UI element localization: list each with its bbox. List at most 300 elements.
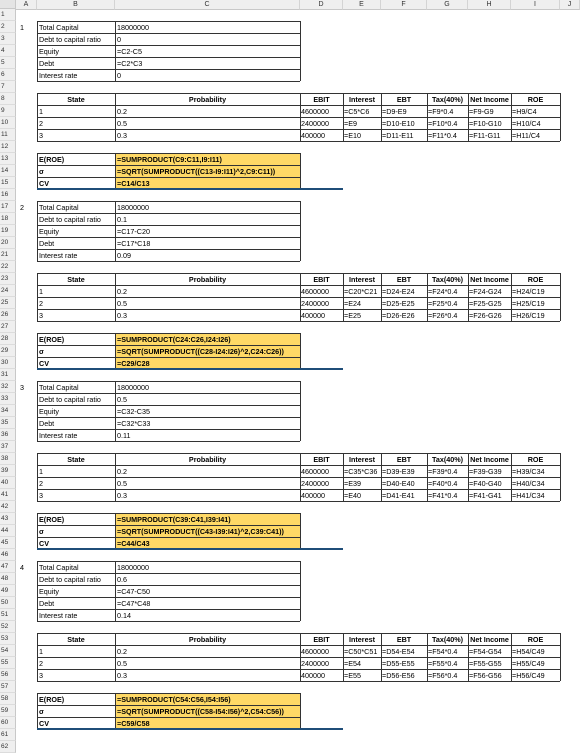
header-ebit[interactable]: EBIT bbox=[313, 634, 330, 644]
net-income-cell[interactable]: =F26-G26 bbox=[469, 310, 502, 320]
row-header[interactable]: 42 bbox=[0, 501, 16, 513]
input-value[interactable]: =C32*C33 bbox=[117, 418, 151, 428]
state-cell[interactable]: 3 bbox=[39, 490, 43, 500]
net-income-cell[interactable]: =F41-G41 bbox=[469, 490, 502, 500]
input-label[interactable]: Total Capital bbox=[39, 202, 79, 212]
net-income-cell[interactable]: =F40-G40 bbox=[469, 478, 502, 488]
roe-cell[interactable]: =H11/C4 bbox=[512, 130, 541, 140]
net-income-cell[interactable]: =F9-G9 bbox=[469, 106, 494, 116]
header-state[interactable]: State bbox=[67, 94, 85, 104]
header-net-income[interactable]: Net Income bbox=[470, 94, 509, 104]
row-header[interactable]: 25 bbox=[0, 297, 16, 309]
row-header[interactable]: 13 bbox=[0, 153, 16, 165]
state-cell[interactable]: 2 bbox=[39, 298, 43, 308]
row-header[interactable]: 56 bbox=[0, 669, 16, 681]
probability-cell[interactable]: 0.3 bbox=[117, 130, 127, 140]
row-header[interactable]: 19 bbox=[0, 225, 16, 237]
probability-cell[interactable]: 0.2 bbox=[117, 646, 127, 656]
header-probability[interactable]: Probability bbox=[188, 634, 227, 644]
ebt-cell[interactable]: =D41-E41 bbox=[382, 490, 415, 500]
tax-cell[interactable]: =F25*0.4 bbox=[428, 298, 458, 308]
column-header-j[interactable]: J bbox=[560, 0, 580, 10]
header-ebt[interactable]: EBT bbox=[396, 94, 412, 104]
column-header-h[interactable]: H bbox=[468, 0, 511, 10]
roe-cell[interactable]: =H25/C19 bbox=[512, 298, 545, 308]
roe-cell[interactable]: =H54/C49 bbox=[512, 646, 545, 656]
tax-cell[interactable]: =F40*0.4 bbox=[428, 478, 458, 488]
input-value[interactable]: 18000000 bbox=[117, 22, 149, 32]
ebit-cell[interactable]: 4600000 bbox=[301, 466, 329, 476]
cell-border bbox=[37, 417, 300, 418]
cell-border bbox=[37, 693, 38, 729]
stat-formula[interactable]: =SQRT(SUMPRODUCT((C28-I24:I26)^2,C24:C26)) bbox=[117, 346, 284, 356]
tax-cell[interactable]: =F56*0.4 bbox=[428, 670, 458, 680]
header-roe[interactable]: ROE bbox=[527, 634, 544, 644]
cell-border bbox=[37, 333, 38, 369]
interest-cell[interactable]: =C5*C6 bbox=[344, 106, 370, 116]
input-label[interactable]: Interest rate bbox=[39, 250, 78, 260]
select-all-corner[interactable] bbox=[0, 0, 16, 9]
column-header-f[interactable]: F bbox=[381, 0, 427, 10]
stat-formula[interactable]: =SUMPRODUCT(C9:C11,I9:I11) bbox=[117, 154, 222, 164]
state-cell[interactable]: 1 bbox=[39, 106, 43, 116]
roe-cell[interactable]: =H55/C49 bbox=[512, 658, 545, 668]
tax-cell[interactable]: =F54*0.4 bbox=[428, 646, 458, 656]
tax-cell[interactable]: =F39*0.4 bbox=[428, 466, 458, 476]
header-net-income[interactable]: Net Income bbox=[470, 634, 509, 644]
cell-border bbox=[37, 57, 300, 58]
header-probability[interactable]: Probability bbox=[188, 454, 227, 464]
input-value[interactable]: 0 bbox=[117, 70, 121, 80]
header-ebit[interactable]: EBIT bbox=[313, 94, 330, 104]
ebt-cell[interactable]: =D26-E26 bbox=[382, 310, 415, 320]
ebit-cell[interactable]: 4600000 bbox=[301, 106, 329, 116]
input-label[interactable]: Debt bbox=[39, 418, 55, 428]
net-income-cell[interactable]: =F56-G56 bbox=[469, 670, 502, 680]
header-tax[interactable]: Tax(40%) bbox=[431, 634, 464, 644]
ebt-cell[interactable]: =D11-E11 bbox=[382, 130, 414, 140]
row-header[interactable]: 34 bbox=[0, 405, 16, 417]
ebit-cell[interactable]: 2400000 bbox=[301, 658, 329, 668]
row-header[interactable]: 29 bbox=[0, 345, 16, 357]
ebit-cell[interactable]: 400000 bbox=[301, 130, 325, 140]
ebt-cell[interactable]: =D10-E10 bbox=[382, 118, 415, 128]
header-state[interactable]: State bbox=[67, 274, 85, 284]
stat-formula[interactable]: =SUMPRODUCT(C54:C56,I54:I56) bbox=[117, 694, 231, 704]
row-header[interactable]: 33 bbox=[0, 393, 16, 405]
row-header[interactable]: 44 bbox=[0, 525, 16, 537]
row-header[interactable]: 31 bbox=[0, 369, 16, 381]
row-header[interactable]: 36 bbox=[0, 429, 16, 441]
net-income-cell[interactable]: =F39-G39 bbox=[469, 466, 502, 476]
interest-cell[interactable]: =C50*C51 bbox=[344, 646, 378, 656]
row-header[interactable]: 40 bbox=[0, 477, 16, 489]
stat-formula[interactable]: =SUMPRODUCT(C24:C26,I24:I26) bbox=[117, 334, 231, 344]
input-value[interactable]: =C47*C48 bbox=[117, 598, 151, 608]
stat-formula[interactable]: =SQRT(SUMPRODUCT((C58-I54:I56)^2,C54:C56)) bbox=[117, 706, 284, 716]
ebit-cell[interactable]: 2400000 bbox=[301, 478, 329, 488]
row-header[interactable]: 7 bbox=[0, 81, 16, 93]
state-cell[interactable]: 1 bbox=[39, 286, 43, 296]
row-header[interactable]: 61 bbox=[0, 729, 16, 741]
input-label[interactable]: Equity bbox=[39, 406, 59, 416]
cell-border bbox=[300, 21, 301, 81]
state-cell[interactable]: 3 bbox=[39, 310, 43, 320]
scenario-number[interactable]: 1 bbox=[20, 22, 24, 32]
row-header[interactable]: 10 bbox=[0, 117, 16, 129]
roe-cell[interactable]: =H40/C34 bbox=[512, 478, 545, 488]
cell-border bbox=[37, 561, 38, 621]
state-cell[interactable]: 3 bbox=[39, 670, 43, 680]
net-income-cell[interactable]: =F25-G25 bbox=[469, 298, 502, 308]
ebit-cell[interactable]: 400000 bbox=[301, 490, 325, 500]
row-header[interactable]: 17 bbox=[0, 201, 16, 213]
input-value[interactable]: 0.6 bbox=[117, 574, 127, 584]
input-label[interactable]: Debt bbox=[39, 238, 55, 248]
row-header[interactable]: 38 bbox=[0, 453, 16, 465]
roe-cell[interactable]: =H24/C19 bbox=[512, 286, 545, 296]
header-ebt[interactable]: EBT bbox=[396, 454, 412, 464]
row-header[interactable]: 54 bbox=[0, 645, 16, 657]
header-state[interactable]: State bbox=[67, 454, 85, 464]
net-income-cell[interactable]: =F24-G24 bbox=[469, 286, 502, 296]
cell-border bbox=[115, 153, 116, 189]
row-header[interactable]: 57 bbox=[0, 681, 16, 693]
tax-cell[interactable]: =F41*0.4 bbox=[428, 490, 458, 500]
ebt-cell[interactable]: =D56-E56 bbox=[382, 670, 415, 680]
row-header[interactable]: 39 bbox=[0, 465, 16, 477]
cell-border bbox=[300, 333, 301, 369]
header-interest[interactable]: Interest bbox=[349, 634, 375, 644]
thick-bottom-border bbox=[37, 548, 343, 550]
input-value[interactable]: 0 bbox=[117, 34, 121, 44]
scenario-number[interactable]: 3 bbox=[20, 382, 24, 392]
row-header[interactable]: 26 bbox=[0, 309, 16, 321]
row-header[interactable]: 23 bbox=[0, 273, 16, 285]
probability-cell[interactable]: 0.3 bbox=[117, 310, 127, 320]
probability-cell[interactable]: 0.5 bbox=[117, 298, 127, 308]
ebit-cell[interactable]: 2400000 bbox=[301, 118, 329, 128]
row-header[interactable]: 62 bbox=[0, 741, 16, 753]
row-header[interactable]: 9 bbox=[0, 105, 16, 117]
row-header[interactable]: 21 bbox=[0, 249, 16, 261]
roe-cell[interactable]: =H10/C4 bbox=[512, 118, 541, 128]
probability-cell[interactable]: 0.5 bbox=[117, 118, 127, 128]
header-interest[interactable]: Interest bbox=[349, 94, 375, 104]
cell-border bbox=[115, 201, 116, 261]
stat-label[interactable]: E(ROE) bbox=[39, 154, 65, 164]
input-label[interactable]: Debt bbox=[39, 598, 55, 608]
stat-label[interactable]: CV bbox=[39, 178, 49, 188]
cell-border bbox=[560, 453, 561, 501]
row-header[interactable]: 27 bbox=[0, 321, 16, 333]
input-value[interactable]: 18000000 bbox=[117, 202, 149, 212]
column-header-b[interactable]: B bbox=[37, 0, 115, 10]
header-tax[interactable]: Tax(40%) bbox=[431, 454, 464, 464]
input-value[interactable]: =C32-C35 bbox=[117, 406, 150, 416]
thick-bottom-border bbox=[37, 368, 343, 370]
column-header-g[interactable]: G bbox=[427, 0, 468, 10]
ebit-cell[interactable]: 400000 bbox=[301, 310, 325, 320]
cell-border bbox=[300, 381, 301, 441]
ebt-cell[interactable]: =D54-E54 bbox=[382, 646, 415, 656]
header-roe[interactable]: ROE bbox=[527, 454, 544, 464]
interest-cell[interactable]: =E24 bbox=[344, 298, 361, 308]
roe-cell[interactable]: =H39/C34 bbox=[512, 466, 545, 476]
stat-formula[interactable]: =C14/C13 bbox=[117, 178, 150, 188]
interest-cell[interactable]: =C20*C21 bbox=[344, 286, 378, 296]
net-income-cell[interactable]: =F55-G55 bbox=[469, 658, 502, 668]
input-value[interactable]: 0.1 bbox=[117, 214, 127, 224]
stat-formula[interactable]: =C59/C58 bbox=[117, 718, 150, 728]
column-header-i[interactable]: I bbox=[511, 0, 560, 10]
input-value[interactable]: 0.14 bbox=[117, 610, 131, 620]
row-header[interactable]: 50 bbox=[0, 597, 16, 609]
row-header[interactable]: 55 bbox=[0, 657, 16, 669]
input-value[interactable]: =C2-C5 bbox=[117, 46, 142, 56]
input-value[interactable]: =C2*C3 bbox=[117, 58, 143, 68]
ebt-cell[interactable]: =D55-E55 bbox=[382, 658, 415, 668]
input-label[interactable]: Interest rate bbox=[39, 610, 78, 620]
probability-cell[interactable]: 0.2 bbox=[117, 286, 127, 296]
row-header[interactable]: 15 bbox=[0, 177, 16, 189]
input-label[interactable]: Interest rate bbox=[39, 70, 78, 80]
probability-cell[interactable]: 0.5 bbox=[117, 478, 127, 488]
net-income-cell[interactable]: =F10-G10 bbox=[469, 118, 502, 128]
input-label[interactable]: Debt to capital ratio bbox=[39, 574, 101, 584]
row-header[interactable]: 22 bbox=[0, 261, 16, 273]
cell-border bbox=[300, 201, 301, 261]
cell-border bbox=[560, 93, 561, 141]
cell-border bbox=[300, 693, 301, 729]
header-state[interactable]: State bbox=[67, 634, 85, 644]
ebit-cell[interactable]: 4600000 bbox=[301, 286, 329, 296]
cell-border bbox=[115, 513, 116, 549]
stat-formula[interactable]: =SQRT(SUMPRODUCT((C13-I9:I11)^2,C9:C11)) bbox=[117, 166, 276, 176]
stat-label[interactable]: σ bbox=[39, 526, 44, 536]
stat-formula[interactable]: =SQRT(SUMPRODUCT((C43-I39:I41)^2,C39:C41)) bbox=[117, 526, 284, 536]
row-header[interactable]: 32 bbox=[0, 381, 16, 393]
header-ebt[interactable]: EBT bbox=[396, 634, 412, 644]
interest-cell[interactable]: =E9 bbox=[344, 118, 357, 128]
row-header[interactable]: 41 bbox=[0, 489, 16, 501]
probability-cell[interactable]: 0.3 bbox=[117, 490, 127, 500]
interest-cell[interactable]: =E39 bbox=[344, 478, 361, 488]
row-header[interactable]: 3 bbox=[0, 33, 16, 45]
column-header-e[interactable]: E bbox=[343, 0, 381, 10]
stat-label[interactable]: σ bbox=[39, 346, 44, 356]
cell-border bbox=[115, 21, 116, 81]
row-header[interactable]: 12 bbox=[0, 141, 16, 153]
input-label[interactable]: Total Capital bbox=[39, 562, 79, 572]
input-value[interactable]: =C47-C50 bbox=[117, 586, 150, 596]
header-roe[interactable]: ROE bbox=[527, 274, 544, 284]
interest-cell[interactable]: =E25 bbox=[344, 310, 361, 320]
input-label[interactable]: Equity bbox=[39, 46, 59, 56]
row-header[interactable]: 52 bbox=[0, 621, 16, 633]
stat-formula[interactable]: =C29/C28 bbox=[117, 358, 150, 368]
state-cell[interactable]: 2 bbox=[39, 118, 43, 128]
roe-cell[interactable]: =H26/C19 bbox=[512, 310, 545, 320]
net-income-cell[interactable]: =F11-G11 bbox=[469, 130, 501, 140]
stat-label[interactable]: E(ROE) bbox=[39, 694, 65, 704]
input-value[interactable]: =C17-C20 bbox=[117, 226, 150, 236]
header-tax[interactable]: Tax(40%) bbox=[431, 274, 464, 284]
ebt-cell[interactable]: =D39-E39 bbox=[382, 466, 415, 476]
row-header[interactable]: 48 bbox=[0, 573, 16, 585]
row-header[interactable]: 24 bbox=[0, 285, 16, 297]
ebit-cell[interactable]: 400000 bbox=[301, 670, 325, 680]
row-header[interactable]: 14 bbox=[0, 165, 16, 177]
stat-label[interactable]: CV bbox=[39, 718, 49, 728]
row-header[interactable]: 49 bbox=[0, 585, 16, 597]
header-interest[interactable]: Interest bbox=[349, 454, 375, 464]
input-value[interactable]: 0.5 bbox=[117, 394, 127, 404]
row-header[interactable]: 51 bbox=[0, 609, 16, 621]
tax-cell[interactable]: =F26*0.4 bbox=[428, 310, 458, 320]
state-cell[interactable]: 1 bbox=[39, 646, 43, 656]
header-net-income[interactable]: Net Income bbox=[470, 454, 509, 464]
column-header-d[interactable]: D bbox=[300, 0, 343, 10]
column-header-c[interactable]: C bbox=[115, 0, 300, 10]
state-cell[interactable]: 2 bbox=[39, 658, 43, 668]
input-label[interactable]: Total Capital bbox=[39, 22, 79, 32]
ebt-cell[interactable]: =D40-E40 bbox=[382, 478, 415, 488]
thick-bottom-border bbox=[37, 188, 343, 190]
row-header[interactable]: 1 bbox=[0, 9, 16, 21]
stat-label[interactable]: CV bbox=[39, 358, 49, 368]
row-header[interactable]: 5 bbox=[0, 57, 16, 69]
tax-cell[interactable]: =F11*0.4 bbox=[428, 130, 457, 140]
input-value[interactable]: 0.09 bbox=[117, 250, 131, 260]
cell-border bbox=[300, 153, 301, 189]
cell-border bbox=[37, 153, 38, 189]
row-header[interactable]: 20 bbox=[0, 237, 16, 249]
row-header[interactable]: 28 bbox=[0, 333, 16, 345]
header-tax[interactable]: Tax(40%) bbox=[431, 94, 464, 104]
cell-border bbox=[37, 513, 38, 549]
cell-border bbox=[37, 201, 38, 261]
scenario-number[interactable]: 4 bbox=[20, 562, 24, 572]
roe-cell[interactable]: =H9/C4 bbox=[512, 106, 537, 116]
row-header[interactable]: 58 bbox=[0, 693, 16, 705]
interest-cell[interactable]: =E40 bbox=[344, 490, 361, 500]
ebit-cell[interactable]: 4600000 bbox=[301, 646, 329, 656]
input-label[interactable]: Debt to capital ratio bbox=[39, 34, 101, 44]
header-probability[interactable]: Probability bbox=[188, 94, 227, 104]
header-roe[interactable]: ROE bbox=[527, 94, 544, 104]
roe-cell[interactable]: =H56/C49 bbox=[512, 670, 545, 680]
row-header[interactable]: 11 bbox=[0, 129, 16, 141]
state-cell[interactable]: 2 bbox=[39, 478, 43, 488]
interest-cell[interactable]: =E55 bbox=[344, 670, 361, 680]
probability-cell[interactable]: 0.2 bbox=[117, 466, 127, 476]
cell-border bbox=[300, 513, 301, 549]
row-header[interactable]: 53 bbox=[0, 633, 16, 645]
interest-cell[interactable]: =E10 bbox=[344, 130, 361, 140]
input-value[interactable]: 18000000 bbox=[117, 562, 149, 572]
column-header-a[interactable]: A bbox=[16, 0, 37, 10]
row-header[interactable]: 45 bbox=[0, 537, 16, 549]
cell-border bbox=[300, 561, 301, 621]
state-cell[interactable]: 1 bbox=[39, 466, 43, 476]
ebit-cell[interactable]: 2400000 bbox=[301, 298, 329, 308]
row-header[interactable]: 43 bbox=[0, 513, 16, 525]
stat-label[interactable]: E(ROE) bbox=[39, 334, 65, 344]
input-label[interactable]: Debt to capital ratio bbox=[39, 394, 101, 404]
header-ebit[interactable]: EBIT bbox=[313, 454, 330, 464]
probability-cell[interactable]: 0.5 bbox=[117, 658, 127, 668]
header-interest[interactable]: Interest bbox=[349, 274, 375, 284]
row-header[interactable]: 30 bbox=[0, 357, 16, 369]
row-header[interactable]: 4 bbox=[0, 45, 16, 57]
header-ebt[interactable]: EBT bbox=[396, 274, 412, 284]
input-label[interactable]: Equity bbox=[39, 586, 59, 596]
input-value[interactable]: 18000000 bbox=[117, 382, 149, 392]
header-probability[interactable]: Probability bbox=[188, 274, 227, 284]
row-header[interactable]: 16 bbox=[0, 189, 16, 201]
probability-cell[interactable]: 0.3 bbox=[117, 670, 127, 680]
row-header[interactable]: 60 bbox=[0, 717, 16, 729]
input-label[interactable]: Debt to capital ratio bbox=[39, 214, 101, 224]
stat-label[interactable]: E(ROE) bbox=[39, 514, 65, 524]
stat-label[interactable]: σ bbox=[39, 166, 44, 176]
header-ebit[interactable]: EBIT bbox=[313, 274, 330, 284]
row-header[interactable]: 18 bbox=[0, 213, 16, 225]
state-cell[interactable]: 3 bbox=[39, 130, 43, 140]
input-label[interactable]: Equity bbox=[39, 226, 59, 236]
input-label[interactable]: Total Capital bbox=[39, 382, 79, 392]
stat-formula[interactable]: =SUMPRODUCT(C39:C41,I39:I41) bbox=[117, 514, 231, 524]
stat-label[interactable]: CV bbox=[39, 538, 49, 548]
cell-border bbox=[115, 381, 116, 441]
cell-border bbox=[115, 561, 116, 621]
cell-border bbox=[115, 333, 116, 369]
row-header[interactable]: 59 bbox=[0, 705, 16, 717]
interest-cell[interactable]: =C35*C36 bbox=[344, 466, 378, 476]
cell-border bbox=[115, 693, 116, 729]
row-header[interactable]: 8 bbox=[0, 93, 16, 105]
row-header[interactable]: 47 bbox=[0, 561, 16, 573]
net-income-cell[interactable]: =F54-G54 bbox=[469, 646, 502, 656]
stat-formula[interactable]: =C44/C43 bbox=[117, 538, 150, 548]
tax-cell[interactable]: =F10*0.4 bbox=[428, 118, 458, 128]
input-label[interactable]: Interest rate bbox=[39, 430, 78, 440]
row-header[interactable]: 35 bbox=[0, 417, 16, 429]
header-net-income[interactable]: Net Income bbox=[470, 274, 509, 284]
ebt-cell[interactable]: =D9-E9 bbox=[382, 106, 407, 116]
probability-cell[interactable]: 0.2 bbox=[117, 106, 127, 116]
cell-border bbox=[37, 381, 38, 441]
interest-cell[interactable]: =E54 bbox=[344, 658, 361, 668]
row-header[interactable]: 2 bbox=[0, 21, 16, 33]
tax-cell[interactable]: =F55*0.4 bbox=[428, 658, 458, 668]
row-header[interactable]: 6 bbox=[0, 69, 16, 81]
scenario-number[interactable]: 2 bbox=[20, 202, 24, 212]
stat-label[interactable]: σ bbox=[39, 706, 44, 716]
row-header[interactable]: 37 bbox=[0, 441, 16, 453]
input-value[interactable]: =C17*C18 bbox=[117, 238, 151, 248]
ebt-cell[interactable]: =D24-E24 bbox=[382, 286, 415, 296]
input-value[interactable]: 0.11 bbox=[117, 430, 131, 440]
ebt-cell[interactable]: =D25-E25 bbox=[382, 298, 415, 308]
roe-cell[interactable]: =H41/C34 bbox=[512, 490, 545, 500]
input-label[interactable]: Debt bbox=[39, 58, 55, 68]
tax-cell[interactable]: =F9*0.4 bbox=[428, 106, 454, 116]
cell-border bbox=[37, 21, 38, 81]
row-header[interactable]: 46 bbox=[0, 549, 16, 561]
tax-cell[interactable]: =F24*0.4 bbox=[428, 286, 458, 296]
